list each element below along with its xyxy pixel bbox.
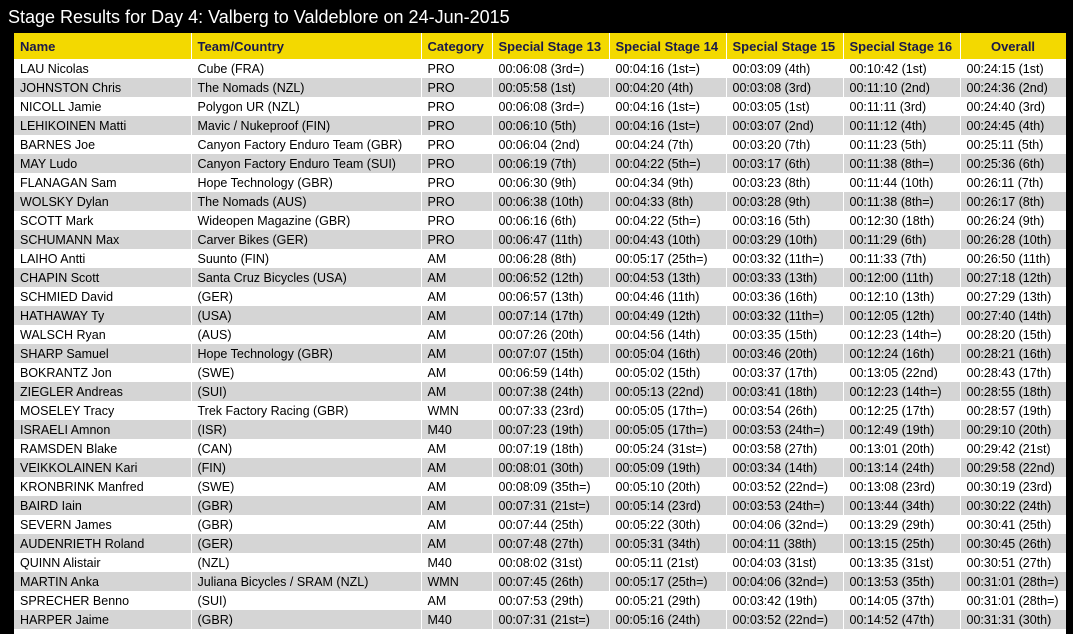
table-row [14, 458, 1066, 477]
category-cell: PRO [421, 173, 492, 192]
category-cell: AM [421, 477, 492, 496]
team-country-cell: (SUI) [191, 382, 421, 401]
team-country-cell: Mavic / Nukeproof (FIN) [191, 116, 421, 135]
team-country-cell: (GER) [191, 534, 421, 553]
stage-13-time-cell: 00:06:10 (5th) [492, 116, 609, 135]
team-country-cell: (USA) [191, 306, 421, 325]
stage-14-time-cell: 00:05:31 (34th) [609, 534, 726, 553]
table-row [14, 59, 1066, 78]
stage-15-time-cell: 00:03:58 (27th) [726, 439, 843, 458]
overall-time-cell: 00:30:51 (27th) [960, 553, 1066, 572]
stage-13-time-cell: 00:06:52 (12th) [492, 268, 609, 287]
team-country-cell: (GBR) [191, 515, 421, 534]
table-row [14, 420, 1066, 439]
overall-time-cell: 00:26:28 (10th) [960, 230, 1066, 249]
team-country-cell: (ISR) [191, 420, 421, 439]
category-cell: AM [421, 287, 492, 306]
stage-16-time-cell: 00:13:29 (29th) [843, 515, 960, 534]
overall-time-cell: 00:26:17 (8th) [960, 192, 1066, 211]
table-row [14, 591, 1066, 610]
stage-14-time-cell: 00:04:22 (5th=) [609, 211, 726, 230]
rider-name-cell: SCHUMANN Max [14, 230, 191, 249]
stage-16-time-cell: 00:13:14 (24th) [843, 458, 960, 477]
stage-16-time-cell: 00:14:05 (37th) [843, 591, 960, 610]
stage-15-time-cell: 00:04:03 (31st) [726, 553, 843, 572]
stage-16-time-cell: 00:11:12 (4th) [843, 116, 960, 135]
stage-15-time-cell: 00:03:41 (18th) [726, 382, 843, 401]
stage-15-time-cell: 00:03:37 (17th) [726, 363, 843, 382]
overall-time-cell: 00:25:36 (6th) [960, 154, 1066, 173]
stage-14-time-cell: 00:05:17 (25th=) [609, 572, 726, 591]
stage-13-time-cell: 00:06:47 (11th) [492, 230, 609, 249]
team-country-cell: (SWE) [191, 363, 421, 382]
stage-14-time-cell: 00:05:05 (17th=) [609, 420, 726, 439]
team-country-cell: Wideopen Magazine (GBR) [191, 211, 421, 230]
overall-time-cell: 00:30:19 (23rd) [960, 477, 1066, 496]
stage-14-time-cell: 00:05:05 (17th=) [609, 401, 726, 420]
overall-time-cell: 00:24:15 (1st) [960, 59, 1066, 78]
rider-name-cell: BOKRANTZ Jon [14, 363, 191, 382]
overall-time-cell: 00:28:57 (19th) [960, 401, 1066, 420]
stage-16-time-cell: 00:12:24 (16th) [843, 344, 960, 363]
category-cell: WMN [421, 572, 492, 591]
team-country-cell: Cube (FRA) [191, 59, 421, 78]
stage-14-time-cell: 00:04:46 (11th) [609, 287, 726, 306]
team-country-cell: (GBR) [191, 610, 421, 629]
rider-name-cell: SCOTT Mark [14, 211, 191, 230]
table-row [14, 78, 1066, 97]
column-header-stage-13[interactable]: Special Stage 13 [492, 33, 609, 59]
stage-13-time-cell: 00:08:09 (35th=) [492, 477, 609, 496]
stage-13-time-cell: 00:08:02 (31st) [492, 553, 609, 572]
stage-14-time-cell: 00:04:16 (1st=) [609, 97, 726, 116]
stage-14-time-cell: 00:04:22 (5th=) [609, 154, 726, 173]
stage-14-time-cell: 00:04:53 (13th) [609, 268, 726, 287]
stage-13-time-cell: 00:07:44 (25th) [492, 515, 609, 534]
table-row [14, 249, 1066, 268]
category-cell: AM [421, 439, 492, 458]
stage-15-time-cell: 00:03:52 (22nd=) [726, 477, 843, 496]
stage-14-time-cell: 00:05:09 (19th) [609, 458, 726, 477]
overall-time-cell: 00:28:55 (18th) [960, 382, 1066, 401]
stage-14-time-cell: 00:05:04 (16th) [609, 344, 726, 363]
overall-time-cell: 00:27:29 (13th) [960, 287, 1066, 306]
stage-16-time-cell: 00:12:30 (18th) [843, 211, 960, 230]
overall-time-cell: 00:26:24 (9th) [960, 211, 1066, 230]
table-row [14, 135, 1066, 154]
stage-16-time-cell: 00:11:33 (7th) [843, 249, 960, 268]
stage-16-time-cell: 00:11:38 (8th=) [843, 154, 960, 173]
rider-name-cell: FLANAGAN Sam [14, 173, 191, 192]
stage-15-time-cell: 00:04:11 (38th) [726, 534, 843, 553]
table-row [14, 268, 1066, 287]
stage-13-time-cell: 00:06:19 (7th) [492, 154, 609, 173]
rider-name-cell: NICOLL Jamie [14, 97, 191, 116]
column-header-stage-14[interactable]: Special Stage 14 [609, 33, 726, 59]
rider-name-cell: ISRAELI Amnon [14, 420, 191, 439]
stage-16-time-cell: 00:12:23 (14th=) [843, 382, 960, 401]
stage-16-time-cell: 00:11:29 (6th) [843, 230, 960, 249]
overall-time-cell: 00:24:40 (3rd) [960, 97, 1066, 116]
stage-13-time-cell: 00:07:19 (18th) [492, 439, 609, 458]
team-country-cell: Hope Technology (GBR) [191, 173, 421, 192]
stage-13-time-cell: 00:06:28 (8th) [492, 249, 609, 268]
team-country-cell: (GBR) [191, 496, 421, 515]
stage-15-time-cell: 00:03:35 (15th) [726, 325, 843, 344]
team-country-cell: Hope Technology (GBR) [191, 344, 421, 363]
rider-name-cell: KRONBRINK Manfred [14, 477, 191, 496]
stage-16-time-cell: 00:12:49 (19th) [843, 420, 960, 439]
table-row [14, 496, 1066, 515]
stage-15-time-cell: 00:03:52 (22nd=) [726, 610, 843, 629]
overall-time-cell: 00:31:31 (30th) [960, 610, 1066, 629]
team-country-cell: (AUS) [191, 325, 421, 344]
stage-14-time-cell: 00:05:16 (24th) [609, 610, 726, 629]
overall-time-cell: 00:30:41 (25th) [960, 515, 1066, 534]
table-row [14, 515, 1066, 534]
page-title: Stage Results for Day 4: Valberg to Valdeblore on 24-Jun-2015 [8, 7, 510, 27]
team-country-cell: The Nomads (NZL) [191, 78, 421, 97]
stage-13-time-cell: 00:06:38 (10th) [492, 192, 609, 211]
rider-name-cell: SCHMIED David [14, 287, 191, 306]
category-cell: M40 [421, 420, 492, 439]
stage-16-time-cell: 00:13:53 (35th) [843, 572, 960, 591]
stage-15-time-cell: 00:03:05 (1st) [726, 97, 843, 116]
rider-name-cell: HARPER Jaime [14, 610, 191, 629]
stage-14-time-cell: 00:05:17 (25th=) [609, 249, 726, 268]
stage-13-time-cell: 00:07:38 (24th) [492, 382, 609, 401]
stage-15-time-cell: 00:03:08 (3rd) [726, 78, 843, 97]
stage-16-time-cell: 00:11:38 (8th=) [843, 192, 960, 211]
rider-name-cell: HATHAWAY Ty [14, 306, 191, 325]
category-cell: PRO [421, 154, 492, 173]
category-cell: WMN [421, 401, 492, 420]
team-country-cell: Suunto (FIN) [191, 249, 421, 268]
team-country-cell: Canyon Factory Enduro Team (SUI) [191, 154, 421, 173]
table-row [14, 534, 1066, 553]
stage-13-time-cell: 00:06:59 (14th) [492, 363, 609, 382]
stage-14-time-cell: 00:04:43 (10th) [609, 230, 726, 249]
category-cell: AM [421, 458, 492, 477]
stage-15-time-cell: 00:03:54 (26th) [726, 401, 843, 420]
stage-14-time-cell: 00:05:10 (20th) [609, 477, 726, 496]
table-row [14, 382, 1066, 401]
column-header-stage-15[interactable]: Special Stage 15 [726, 33, 843, 59]
stage-15-time-cell: 00:03:17 (6th) [726, 154, 843, 173]
table-row [14, 610, 1066, 629]
stage-16-time-cell: 00:14:52 (47th) [843, 610, 960, 629]
category-cell: PRO [421, 78, 492, 97]
stage-16-time-cell: 00:12:10 (13th) [843, 287, 960, 306]
rider-name-cell: QUINN Alistair [14, 553, 191, 572]
rider-name-cell: SEVERN James [14, 515, 191, 534]
category-cell: AM [421, 325, 492, 344]
stage-16-time-cell: 00:11:10 (2nd) [843, 78, 960, 97]
overall-time-cell: 00:25:11 (5th) [960, 135, 1066, 154]
stage-15-time-cell: 00:03:32 (11th=) [726, 306, 843, 325]
category-cell: PRO [421, 135, 492, 154]
table-row [14, 439, 1066, 458]
stage-16-time-cell: 00:12:25 (17th) [843, 401, 960, 420]
overall-time-cell: 00:26:11 (7th) [960, 173, 1066, 192]
stage-13-time-cell: 00:07:45 (26th) [492, 572, 609, 591]
stage-14-time-cell: 00:05:24 (31st=) [609, 439, 726, 458]
stage-13-time-cell: 00:06:04 (2nd) [492, 135, 609, 154]
overall-time-cell: 00:24:36 (2nd) [960, 78, 1066, 97]
rider-name-cell: BAIRD Iain [14, 496, 191, 515]
category-cell: PRO [421, 116, 492, 135]
category-cell: AM [421, 344, 492, 363]
category-cell: M40 [421, 610, 492, 629]
rider-name-cell: RAMSDEN Blake [14, 439, 191, 458]
team-country-cell: (SUI) [191, 591, 421, 610]
stage-14-time-cell: 00:04:56 (14th) [609, 325, 726, 344]
stage-14-time-cell: 00:05:22 (30th) [609, 515, 726, 534]
category-cell: PRO [421, 59, 492, 78]
stage-14-time-cell: 00:04:33 (8th) [609, 192, 726, 211]
stage-15-time-cell: 00:03:46 (20th) [726, 344, 843, 363]
overall-time-cell: 00:30:45 (26th) [960, 534, 1066, 553]
rider-name-cell: JOHNSTON Chris [14, 78, 191, 97]
rider-name-cell: WOLSKY Dylan [14, 192, 191, 211]
table-row [14, 477, 1066, 496]
category-cell: PRO [421, 230, 492, 249]
rider-name-cell: CHAPIN Scott [14, 268, 191, 287]
stage-15-time-cell: 00:03:53 (24th=) [726, 420, 843, 439]
column-header-overall[interactable]: Overall [960, 33, 1066, 59]
table-row [14, 211, 1066, 230]
table-row [14, 230, 1066, 249]
rider-name-cell: AUDENRIETH Roland [14, 534, 191, 553]
rider-name-cell: LAU Nicolas [14, 59, 191, 78]
overall-time-cell: 00:31:01 (28th=) [960, 591, 1066, 610]
table-row [14, 344, 1066, 363]
stage-15-time-cell: 00:03:09 (4th) [726, 59, 843, 78]
category-cell: AM [421, 306, 492, 325]
stage-13-time-cell: 00:07:14 (17th) [492, 306, 609, 325]
column-header-category[interactable]: Category [421, 33, 492, 59]
category-cell: AM [421, 249, 492, 268]
team-country-cell: Trek Factory Racing (GBR) [191, 401, 421, 420]
stage-15-time-cell: 00:03:07 (2nd) [726, 116, 843, 135]
rider-name-cell: LEHIKOINEN Matti [14, 116, 191, 135]
stage-13-time-cell: 00:06:57 (13th) [492, 287, 609, 306]
category-cell: AM [421, 382, 492, 401]
stage-15-time-cell: 00:03:36 (16th) [726, 287, 843, 306]
stage-13-time-cell: 00:07:48 (27th) [492, 534, 609, 553]
stage-15-time-cell: 00:03:33 (13th) [726, 268, 843, 287]
stage-13-time-cell: 00:06:30 (9th) [492, 173, 609, 192]
stage-14-time-cell: 00:04:16 (1st=) [609, 59, 726, 78]
overall-time-cell: 00:30:22 (24th) [960, 496, 1066, 515]
stage-16-time-cell: 00:13:01 (20th) [843, 439, 960, 458]
category-cell: PRO [421, 192, 492, 211]
table-row [14, 192, 1066, 211]
team-country-cell: (SWE) [191, 477, 421, 496]
stage-13-time-cell: 00:07:26 (20th) [492, 325, 609, 344]
stage-14-time-cell: 00:05:14 (23rd) [609, 496, 726, 515]
team-country-cell: (NZL) [191, 553, 421, 572]
overall-time-cell: 00:24:45 (4th) [960, 116, 1066, 135]
table-header-row [14, 33, 1066, 59]
column-header-team-country[interactable]: Team/Country [191, 33, 421, 59]
team-country-cell: Juliana Bicycles / SRAM (NZL) [191, 572, 421, 591]
team-country-cell: Polygon UR (NZL) [191, 97, 421, 116]
team-country-cell: Carver Bikes (GER) [191, 230, 421, 249]
table-row [14, 287, 1066, 306]
stage-14-time-cell: 00:05:02 (15th) [609, 363, 726, 382]
team-country-cell: Canyon Factory Enduro Team (GBR) [191, 135, 421, 154]
overall-time-cell: 00:26:50 (11th) [960, 249, 1066, 268]
stage-15-time-cell: 00:04:06 (32nd=) [726, 572, 843, 591]
stage-15-time-cell: 00:03:42 (19th) [726, 591, 843, 610]
stage-14-time-cell: 00:05:13 (22nd) [609, 382, 726, 401]
column-header-stage-16[interactable]: Special Stage 16 [843, 33, 960, 59]
table-row [14, 572, 1066, 591]
overall-time-cell: 00:28:20 (15th) [960, 325, 1066, 344]
results-table-container [14, 33, 1066, 634]
table-row [14, 154, 1066, 173]
stage-16-time-cell: 00:13:05 (22nd) [843, 363, 960, 382]
team-country-cell: (FIN) [191, 458, 421, 477]
stage-15-time-cell: 00:03:16 (5th) [726, 211, 843, 230]
overall-time-cell: 00:27:40 (14th) [960, 306, 1066, 325]
table-row [14, 97, 1066, 116]
stage-14-time-cell: 00:04:16 (1st=) [609, 116, 726, 135]
stage-15-time-cell: 00:03:29 (10th) [726, 230, 843, 249]
table-row [14, 363, 1066, 382]
rider-name-cell: MOSELEY Tracy [14, 401, 191, 420]
category-cell: AM [421, 496, 492, 515]
rider-name-cell: SHARP Samuel [14, 344, 191, 363]
rider-name-cell: ZIEGLER Andreas [14, 382, 191, 401]
table-row [14, 553, 1066, 572]
stage-16-time-cell: 00:11:44 (10th) [843, 173, 960, 192]
stage-14-time-cell: 00:05:21 (29th) [609, 591, 726, 610]
team-country-cell: (CAN) [191, 439, 421, 458]
overall-time-cell: 00:27:18 (12th) [960, 268, 1066, 287]
table-row [14, 116, 1066, 135]
stage-14-time-cell: 00:04:20 (4th) [609, 78, 726, 97]
stage-13-time-cell: 00:07:33 (23rd) [492, 401, 609, 420]
stage-13-time-cell: 00:05:58 (1st) [492, 78, 609, 97]
stage-13-time-cell: 00:07:07 (15th) [492, 344, 609, 363]
overall-time-cell: 00:31:01 (28th=) [960, 572, 1066, 591]
stage-14-time-cell: 00:05:11 (21st) [609, 553, 726, 572]
stage-15-time-cell: 00:03:23 (8th) [726, 173, 843, 192]
rider-name-cell: VEIKKOLAINEN Kari [14, 458, 191, 477]
stage-16-time-cell: 00:13:15 (25th) [843, 534, 960, 553]
table-row [14, 173, 1066, 192]
table-row [14, 401, 1066, 420]
rider-name-cell: BARNES Joe [14, 135, 191, 154]
stage-13-time-cell: 00:07:31 (21st=) [492, 496, 609, 515]
stage-15-time-cell: 00:03:34 (14th) [726, 458, 843, 477]
overall-time-cell: 00:29:10 (20th) [960, 420, 1066, 439]
stage-16-time-cell: 00:11:11 (3rd) [843, 97, 960, 116]
rider-name-cell: MAY Ludo [14, 154, 191, 173]
category-cell: PRO [421, 211, 492, 230]
stage-14-time-cell: 00:04:49 (12th) [609, 306, 726, 325]
category-cell: AM [421, 268, 492, 287]
stage-14-time-cell: 00:04:34 (9th) [609, 173, 726, 192]
rider-name-cell: SPRECHER Benno [14, 591, 191, 610]
stage-16-time-cell: 00:13:35 (31st) [843, 553, 960, 572]
stage-15-time-cell: 00:03:53 (24th=) [726, 496, 843, 515]
rider-name-cell: LAIHO Antti [14, 249, 191, 268]
category-cell: PRO [421, 97, 492, 116]
results-table [14, 33, 1066, 629]
stage-13-time-cell: 00:08:01 (30th) [492, 458, 609, 477]
rider-name-cell: WALSCH Ryan [14, 325, 191, 344]
stage-16-time-cell: 00:13:44 (34th) [843, 496, 960, 515]
stage-15-time-cell: 00:03:32 (11th=) [726, 249, 843, 268]
stage-16-time-cell: 00:10:42 (1st) [843, 59, 960, 78]
stage-13-time-cell: 00:06:16 (6th) [492, 211, 609, 230]
table-row [14, 325, 1066, 344]
stage-13-time-cell: 00:07:23 (19th) [492, 420, 609, 439]
stage-15-time-cell: 00:03:20 (7th) [726, 135, 843, 154]
stage-15-time-cell: 00:03:28 (9th) [726, 192, 843, 211]
team-country-cell: The Nomads (AUS) [191, 192, 421, 211]
stage-16-time-cell: 00:12:00 (11th) [843, 268, 960, 287]
table-row [14, 306, 1066, 325]
stage-13-time-cell: 00:07:53 (29th) [492, 591, 609, 610]
rider-name-cell: MARTIN Anka [14, 572, 191, 591]
category-cell: AM [421, 515, 492, 534]
results-table-body [14, 59, 1066, 629]
stage-16-time-cell: 00:11:23 (5th) [843, 135, 960, 154]
stage-14-time-cell: 00:04:24 (7th) [609, 135, 726, 154]
stage-13-time-cell: 00:06:08 (3rd=) [492, 59, 609, 78]
overall-time-cell: 00:28:21 (16th) [960, 344, 1066, 363]
stage-13-time-cell: 00:06:08 (3rd=) [492, 97, 609, 116]
team-country-cell: Santa Cruz Bicycles (USA) [191, 268, 421, 287]
stage-16-time-cell: 00:12:23 (14th=) [843, 325, 960, 344]
overall-time-cell: 00:29:58 (22nd) [960, 458, 1066, 477]
overall-time-cell: 00:28:43 (17th) [960, 363, 1066, 382]
category-cell: M40 [421, 553, 492, 572]
category-cell: AM [421, 534, 492, 553]
team-country-cell: (GER) [191, 287, 421, 306]
stage-15-time-cell: 00:04:06 (32nd=) [726, 515, 843, 534]
stage-16-time-cell: 00:13:08 (23rd) [843, 477, 960, 496]
stage-13-time-cell: 00:07:31 (21st=) [492, 610, 609, 629]
column-header-name[interactable]: Name [14, 33, 191, 59]
category-cell: AM [421, 363, 492, 382]
category-cell: AM [421, 591, 492, 610]
overall-time-cell: 00:29:42 (21st) [960, 439, 1066, 458]
stage-16-time-cell: 00:12:05 (12th) [843, 306, 960, 325]
